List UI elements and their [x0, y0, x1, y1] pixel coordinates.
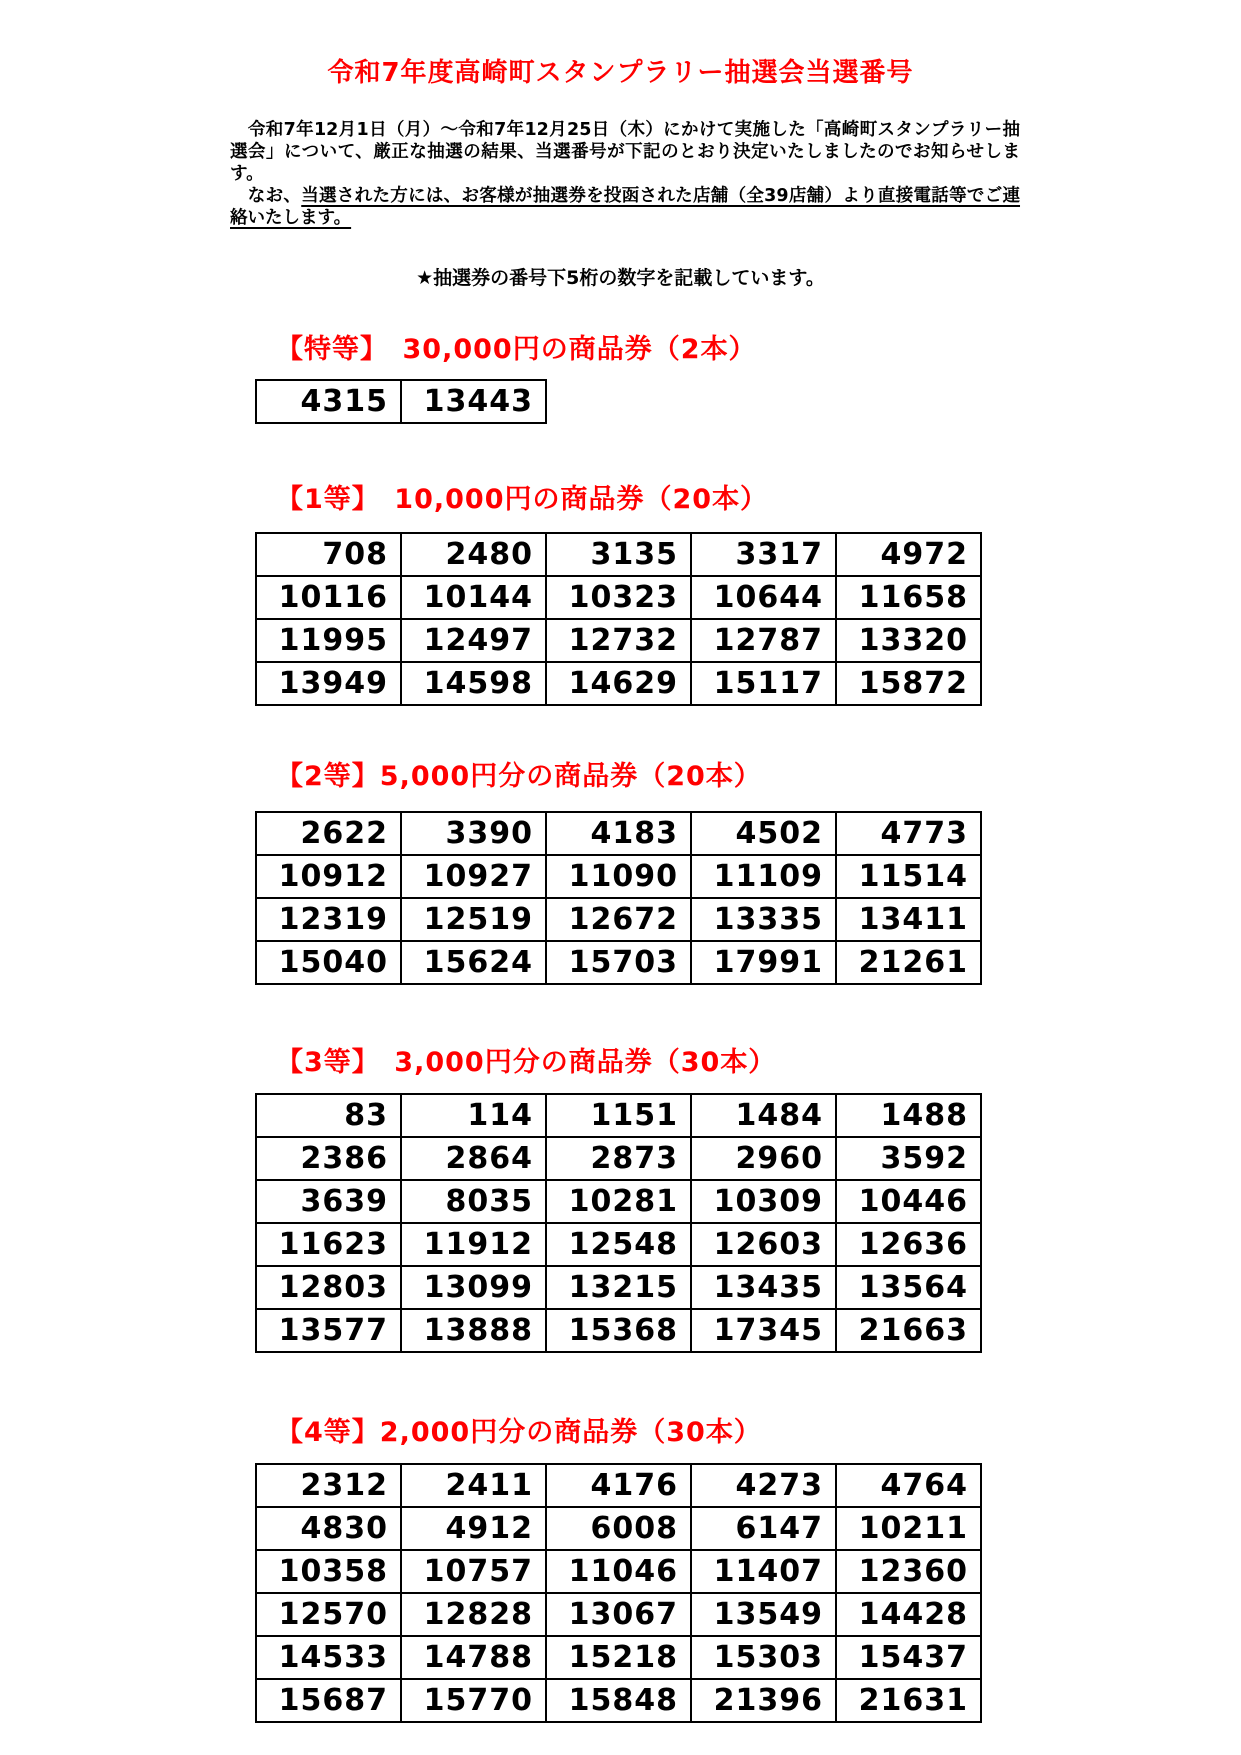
winning-number-cell: 4502: [691, 812, 836, 855]
winning-number-cell: 3390: [401, 812, 546, 855]
winning-number-cell: 2411: [401, 1464, 546, 1507]
winning-number-cell: 15040: [256, 941, 401, 984]
winning-number-cell: 17991: [691, 941, 836, 984]
winning-number-cell: 10644: [691, 576, 836, 619]
winning-number-cell: 13435: [691, 1266, 836, 1309]
winning-number-cell: 2386: [256, 1137, 401, 1180]
winning-number-cell: 4912: [401, 1507, 546, 1550]
winning-number-cell: 12636: [836, 1223, 981, 1266]
winning-number-row: [256, 1507, 981, 1550]
winning-number-cell: 12672: [546, 898, 691, 941]
winning-number-cell: 13549: [691, 1593, 836, 1636]
winning-number-row: [256, 1266, 981, 1309]
winning-number-cell: 4773: [836, 812, 981, 855]
section-first-prize: [0, 477, 1241, 706]
first-prize-table: [255, 532, 982, 706]
winning-number-cell: 4972: [836, 533, 981, 576]
winning-number-row: [256, 1550, 981, 1593]
intro-contact-underlined: 当選された方には、お客様が抽選券を投函された店舗（全39店舗）より直接電話等でご連絡いたします。: [230, 186, 1021, 228]
winning-number-cell: 10281: [546, 1180, 691, 1223]
winning-number-cell: 14533: [256, 1636, 401, 1679]
winning-number-cell: 3317: [691, 533, 836, 576]
winning-number-cell: 4176: [546, 1464, 691, 1507]
winning-number-cell: 4183: [546, 812, 691, 855]
winning-number-cell: 11912: [401, 1223, 546, 1266]
winning-number-cell: 114: [401, 1094, 546, 1137]
winning-number-cell: 12732: [546, 619, 691, 662]
winning-number-cell: 11109: [691, 855, 836, 898]
winning-number-cell: 11514: [836, 855, 981, 898]
winning-number-cell: 13067: [546, 1593, 691, 1636]
winning-number-cell: 10116: [256, 576, 401, 619]
winning-number-cell: 6147: [691, 1507, 836, 1550]
winning-number-cell: 10144: [401, 576, 546, 619]
winning-number-cell: 4764: [836, 1464, 981, 1507]
winning-number-cell: 12497: [401, 619, 546, 662]
winning-number-cell: 13564: [836, 1266, 981, 1309]
winning-number-cell: 10446: [836, 1180, 981, 1223]
intro-text: 令和7年12月1日（月）～令和7年12月25日（木）にかけて実施した「高崎町スタンプラリー抽選会」について、厳正な抽選の結果、当選番号が下記のとおり決定いたしましたのでお知らせします。: [230, 120, 1020, 184]
special-prize-table: [255, 379, 547, 424]
winning-number-cell: 10323: [546, 576, 691, 619]
winning-number-row: [256, 1094, 981, 1137]
heading-third-prize: 【3等】 3,000円分の商品券（30本）: [276, 1047, 777, 1078]
winning-number-cell: 15437: [836, 1636, 981, 1679]
winning-number-cell: 11658: [836, 576, 981, 619]
winning-number-cell: 15770: [401, 1679, 546, 1722]
winning-number-cell: 12319: [256, 898, 401, 941]
winning-number-cell: 10358: [256, 1550, 401, 1593]
winning-number-cell: 14598: [401, 662, 546, 705]
winning-number-cell: 15218: [546, 1636, 691, 1679]
section-special-prize: [0, 327, 1241, 424]
winning-number-cell: 13443: [401, 380, 546, 423]
winning-number-cell: 13411: [836, 898, 981, 941]
winning-number-row: [256, 662, 981, 705]
winning-number-cell: 13949: [256, 662, 401, 705]
winning-number-cell: 12519: [401, 898, 546, 941]
winning-number-cell: 15848: [546, 1679, 691, 1722]
section-second-prize: [0, 754, 1241, 985]
winning-number-row: [256, 855, 981, 898]
section-third-prize: [0, 1040, 1241, 1353]
winning-number-cell: 13888: [401, 1309, 546, 1352]
winning-number-cell: 14788: [401, 1636, 546, 1679]
winning-number-cell: 13099: [401, 1266, 546, 1309]
winning-number-row: [256, 1137, 981, 1180]
heading-second-prize: 【2等】5,000円分の商品券（20本）: [276, 761, 762, 792]
winning-number-row: [256, 898, 981, 941]
winning-number-cell: 15368: [546, 1309, 691, 1352]
winning-number-cell: 4830: [256, 1507, 401, 1550]
winning-number-cell: 3639: [256, 1180, 401, 1223]
winning-number-cell: 13320: [836, 619, 981, 662]
winning-number-cell: 6008: [546, 1507, 691, 1550]
winning-number-cell: 12570: [256, 1593, 401, 1636]
winning-number-row: [256, 533, 981, 576]
winning-number-cell: 2864: [401, 1137, 546, 1180]
winning-number-cell: 10757: [401, 1550, 546, 1593]
winning-number-cell: 13335: [691, 898, 836, 941]
winning-number-cell: 12803: [256, 1266, 401, 1309]
note-digits-info: ★抽選券の番号下5桁の数字を記載しています。: [416, 267, 825, 289]
heading-first-prize: 【1等】 10,000円の商品券（20本）: [276, 484, 769, 515]
winning-number-row: [256, 1593, 981, 1636]
winning-number-cell: 8035: [401, 1180, 546, 1223]
winning-number-cell: 12787: [691, 619, 836, 662]
winning-number-cell: 21631: [836, 1679, 981, 1722]
winning-number-cell: 15872: [836, 662, 981, 705]
winning-number-cell: 10211: [836, 1507, 981, 1550]
winning-number-cell: 1151: [546, 1094, 691, 1137]
winning-number-row: [256, 1679, 981, 1722]
winning-number-cell: 2312: [256, 1464, 401, 1507]
winning-number-cell: 4273: [691, 1464, 836, 1507]
winning-number-cell: 15687: [256, 1679, 401, 1722]
winning-number-cell: 2873: [546, 1137, 691, 1180]
winning-number-cell: 11407: [691, 1550, 836, 1593]
second-prize-table: [255, 811, 982, 985]
winning-number-row: [256, 380, 546, 423]
winning-number-row: [256, 1464, 981, 1507]
winning-number-cell: 708: [256, 533, 401, 576]
winning-number-cell: 15303: [691, 1636, 836, 1679]
winning-number-cell: 11623: [256, 1223, 401, 1266]
winning-number-cell: 21663: [836, 1309, 981, 1352]
winning-number-cell: 3592: [836, 1137, 981, 1180]
winning-number-cell: 1484: [691, 1094, 836, 1137]
winning-number-cell: 10309: [691, 1180, 836, 1223]
winning-number-cell: 21396: [691, 1679, 836, 1722]
fourth-prize-table: [255, 1463, 982, 1723]
third-prize-table: [255, 1093, 982, 1353]
winning-number-row: [256, 1309, 981, 1352]
winning-number-cell: 2622: [256, 812, 401, 855]
winning-number-cell: 12360: [836, 1550, 981, 1593]
winning-number-cell: 3135: [546, 533, 691, 576]
winning-number-cell: 10927: [401, 855, 546, 898]
winning-number-cell: 4315: [256, 380, 401, 423]
winning-number-cell: 12548: [546, 1223, 691, 1266]
section-fourth-prize: [0, 1410, 1241, 1723]
winning-number-cell: 12603: [691, 1223, 836, 1266]
winning-number-cell: 15117: [691, 662, 836, 705]
winning-number-cell: 15703: [546, 941, 691, 984]
winning-number-cell: 2480: [401, 533, 546, 576]
intro-paragraph: [230, 119, 1020, 229]
winning-number-cell: 21261: [836, 941, 981, 984]
winning-number-cell: 13215: [546, 1266, 691, 1309]
winning-number-cell: 11046: [546, 1550, 691, 1593]
intro-nao-prefix: なお、: [230, 186, 302, 206]
winning-number-row: [256, 812, 981, 855]
heading-special-prize: 【特等】 30,000円の商品券（2本）: [276, 334, 757, 365]
winning-number-row: [256, 1636, 981, 1679]
winning-number-row: [256, 576, 981, 619]
winning-number-cell: 2960: [691, 1137, 836, 1180]
winning-number-cell: 83: [256, 1094, 401, 1137]
winning-number-cell: 13577: [256, 1309, 401, 1352]
winning-number-cell: 10912: [256, 855, 401, 898]
winning-number-row: [256, 1180, 981, 1223]
winning-number-row: [256, 1223, 981, 1266]
winning-number-cell: 14428: [836, 1593, 981, 1636]
winning-number-cell: 1488: [836, 1094, 981, 1137]
winning-number-cell: 11995: [256, 619, 401, 662]
winning-number-row: [256, 941, 981, 984]
heading-fourth-prize: 【4等】2,000円分の商品券（30本）: [276, 1417, 762, 1448]
winning-number-cell: 15624: [401, 941, 546, 984]
winning-number-cell: 14629: [546, 662, 691, 705]
page-title: 令和7年度高崎町スタンプラリー抽選会当選番号: [327, 58, 914, 88]
winning-number-cell: 17345: [691, 1309, 836, 1352]
winning-number-cell: 11090: [546, 855, 691, 898]
winning-number-row: [256, 619, 981, 662]
winning-number-cell: 12828: [401, 1593, 546, 1636]
